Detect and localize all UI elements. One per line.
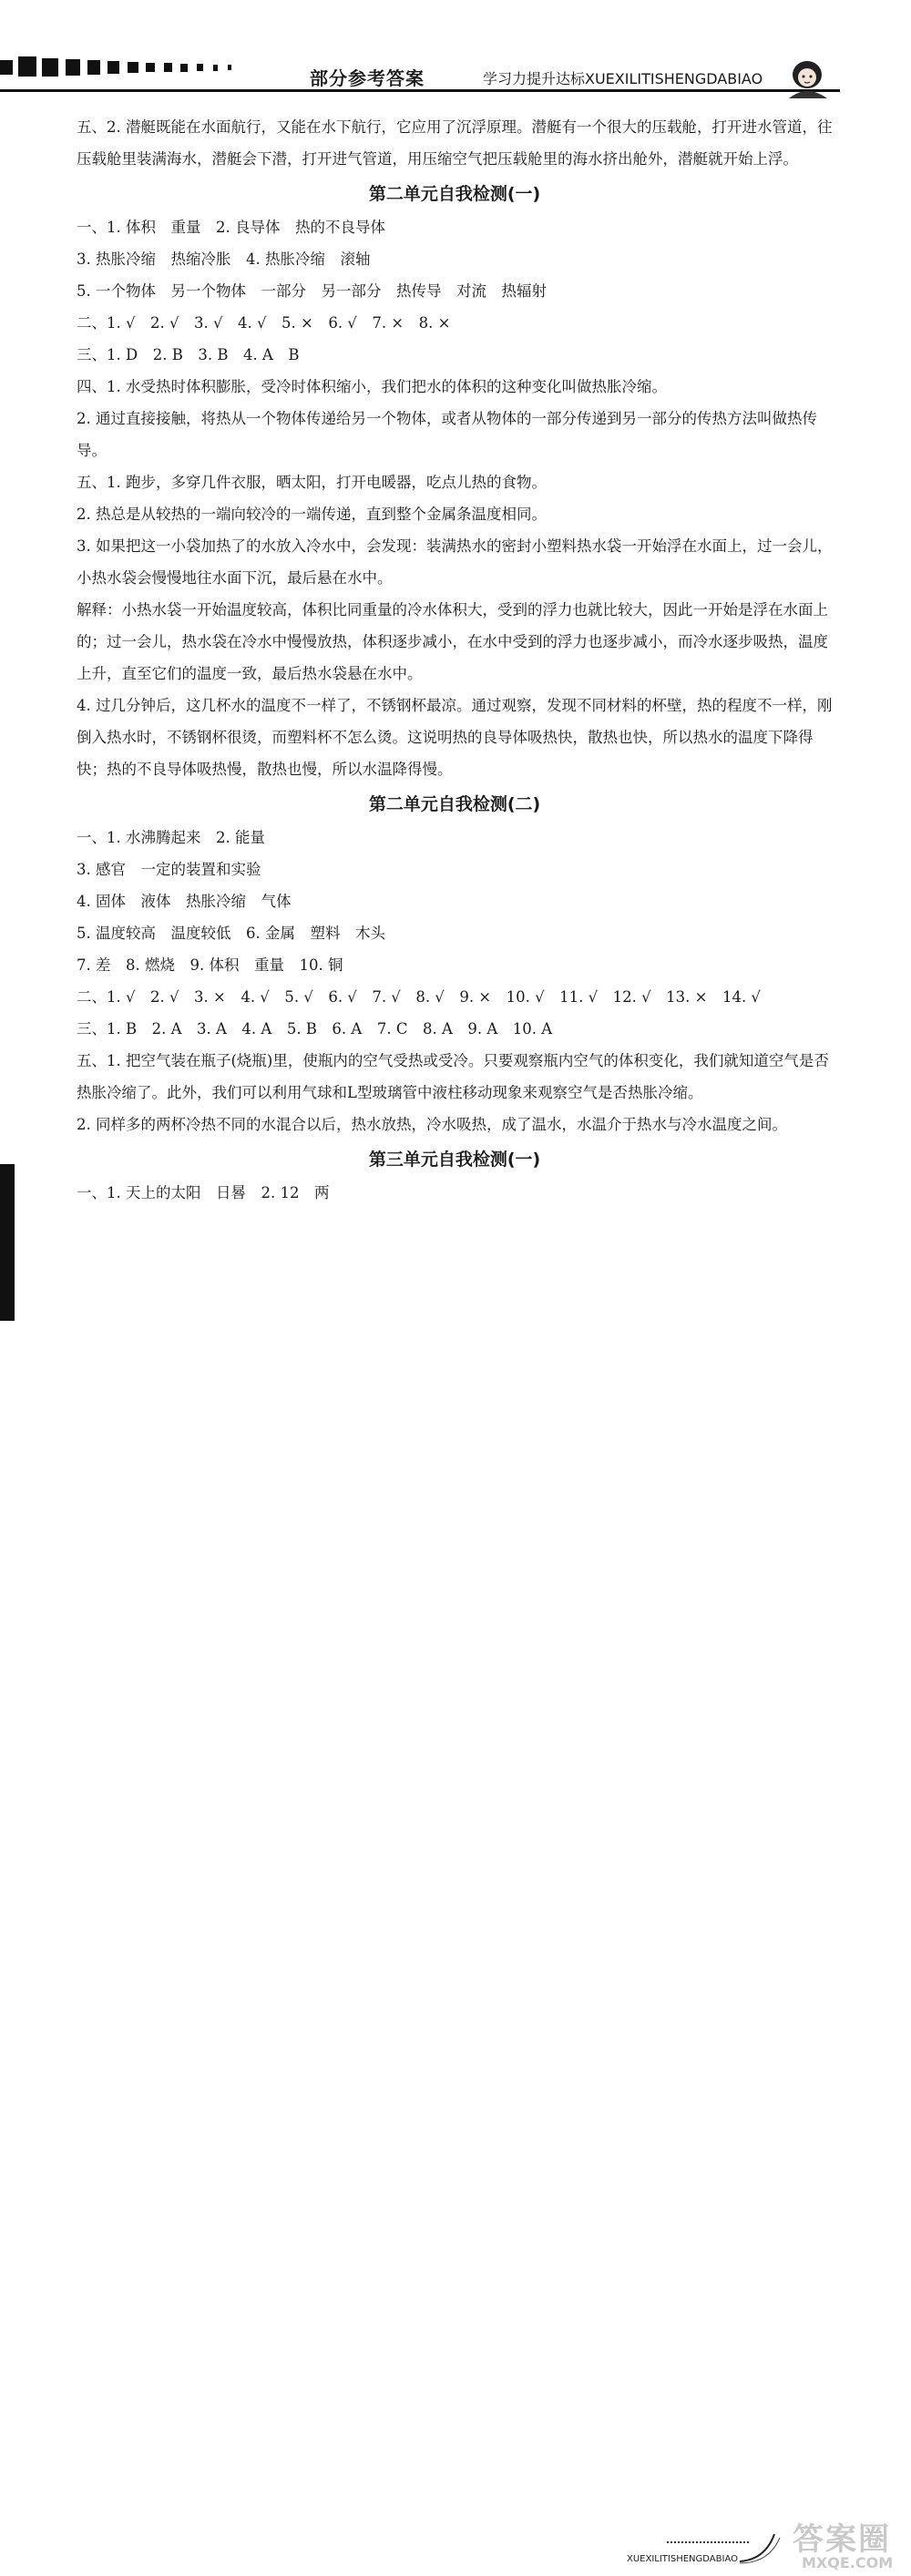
answer-paragraph: 一、1. 天上的太阳 日晷 2. 12 两: [77, 1184, 330, 1201]
watermark: [793, 2514, 906, 2576]
watermark-title: 答案圈: [793, 2521, 891, 2558]
answer-paragraph: 三、1. D 2. B 3. B 4. A B: [77, 346, 300, 363]
section-heading: 第二单元自我检测(二): [368, 794, 541, 814]
answer-paragraph: 解释：小热水袋一开始温度较高，体积比同重量的冷水体积大，受到的浮力也就比较大，因此一开始是浮在水面上的；过一会儿，热水袋在冷水中慢慢放热，体积逐步减小，在水中受到的浮力也逐步减小，而冷水逐步吸热，温度上升，直至它们的温度一致，最后热水袋悬在水中。: [77, 601, 828, 682]
answer-paragraph: 3. 热胀冷缩 热缩冷胀 4. 热胀冷缩 滚轴: [77, 250, 371, 268]
answer-paragraph: 2. 热总是从较热的一端向较冷的一端传递，直到整个金属条温度相同。: [77, 506, 547, 523]
answer-paragraph: 2. 同样多的两杯冷热不同的水混合以后，热水放热，冷水吸热，成了温水，水温介于热水与冷水温度之间。: [77, 1116, 787, 1133]
answer-paragraph: 二、1. √ 2. √ 3. × 4. √ 5. √ 6. √ 7. √ 8. √ 9. × 10. √ 11. √ 12. √ 13. × 14. √: [77, 988, 761, 1006]
header-title: 部分参考答案: [310, 67, 425, 89]
answer-paragraph: 7. 差 8. 燃烧 9. 体积 重量 10. 铜: [77, 956, 343, 974]
answer-paragraph: 五、1. 把空气装在瓶子(烧瓶)里，使瓶内的空气受热或受冷。只要观察瓶内空气的体积变化，我们就知道空气是否热胀冷缩了。此外，我们可以利用气球和L型玻璃管中液柱移动现象来观察空气是否热胀冷缩。: [77, 1052, 829, 1101]
footer-dots: [667, 2541, 749, 2543]
page-header: [0, 0, 911, 102]
header-dash-decoration: [0, 56, 273, 78]
answer-paragraph: 五、1. 跑步，多穿几件衣服，晒太阳，打开电暖器，吃点儿热的食物。: [77, 474, 547, 491]
answer-paragraph: 四、1. 水受热时体积膨胀，受冷时体积缩小，我们把水的体积的这种变化叫做热胀冷缩。: [77, 378, 667, 395]
answer-paragraph: 5. 一个物体 另一个物体 一部分 另一部分 热传导 对流 热辐射: [77, 282, 547, 300]
answer-paragraph: 4. 固体 液体 热胀冷缩 气体: [77, 893, 292, 910]
answer-content: [77, 111, 833, 1209]
swoosh-icon: [738, 2529, 793, 2565]
section-heading: 第三单元自我检测(一): [368, 1150, 541, 1170]
footer-brand: XUEXILITISHENGDABIAO: [627, 2554, 738, 2564]
answer-paragraph: 2. 通过直接接触，将热从一个物体传递给另一个物体，或者从物体的一部分传递到另一部分的传热方法叫做热传导。: [77, 410, 817, 459]
answer-paragraph: 3. 感官 一定的装置和实验: [77, 861, 261, 878]
answer-paragraph: 5. 温度较高 温度较低 6. 金属 塑料 木头: [77, 925, 385, 942]
answer-paragraph: 五、2. 潜艇既能在水面航行，又能在水下航行，它应用了沉浮原理。潜艇有一个很大的压载舱，打开进水管道，往压载舱里装满海水，潜艇会下潜，打开进气管道，用压缩空气把压载舱里的海水挤出舱外，潜艇就开始上浮。: [77, 118, 833, 168]
binding-edge: [0, 1164, 15, 1321]
cartoon-girl-icon: [780, 58, 834, 98]
answer-paragraph: 二、1. √ 2. √ 3. √ 4. √ 5. × 6. √ 7. × 8. ×: [77, 314, 451, 332]
section-heading: 第二单元自我检测(一): [368, 184, 541, 204]
header-brand: 学习力提升达标XUEXILITISHENGDABIAO: [483, 70, 763, 87]
answer-paragraph: 三、1. B 2. A 3. A 4. A 5. B 6. A 7. C 8. A 9. A 10. A: [77, 1020, 553, 1038]
page-footer: [0, 1257, 911, 2571]
watermark-domain: MXQE.COM: [802, 2554, 894, 2571]
answer-paragraph: 一、1. 体积 重量 2. 良导体 热的不良导体: [77, 219, 385, 236]
answer-paragraph: 4. 过几分钟后，这几杯水的温度不一样了，不锈钢杯最凉。通过观察，发现不同材料的杯壁，热的程度不一样，刚倒入热水时，不锈钢杯很烫，而塑料杯不怎么烫。这说明热的良导体吸热快，散热也快，所以热水的温度下降得快；热的不良导体吸热慢，散热也慢，所以水温降得慢。: [77, 697, 833, 778]
answer-paragraph: 一、1. 水沸腾起来 2. 能量: [77, 829, 265, 846]
answer-paragraph: 3. 如果把这一小袋加热了的水放入冷水中，会发现：装满热水的密封小塑料热水袋一开始浮在水面上，过一会儿，小热水袋会慢慢地往水面下沉，最后悬在水中。: [77, 537, 833, 587]
